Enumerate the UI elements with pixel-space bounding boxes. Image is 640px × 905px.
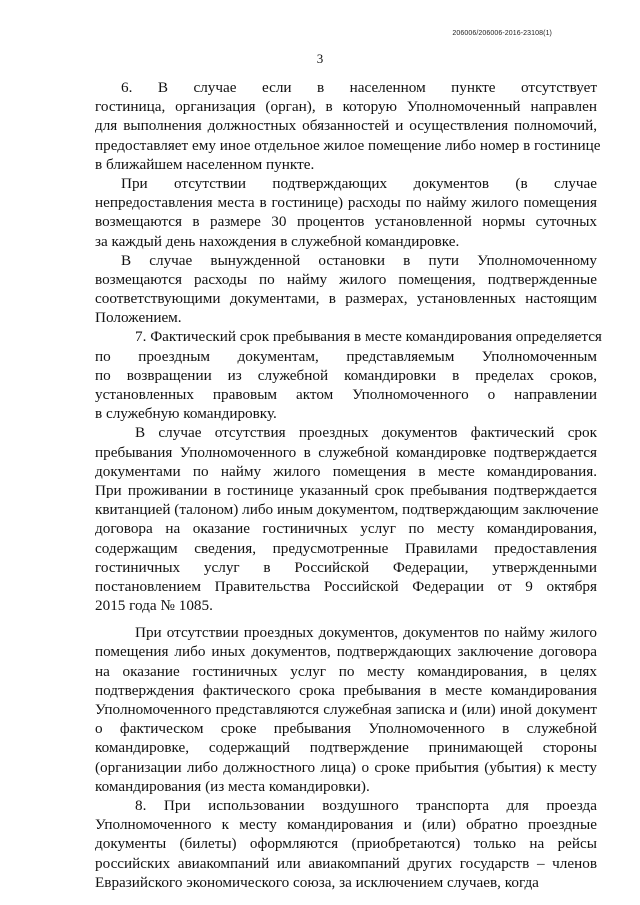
text-line: 8. При использовании воздушного транспорта для проезда (135, 796, 597, 814)
text-line: командирования (из места командировки). (95, 777, 370, 795)
paragraph (95, 251, 597, 328)
paragraph-gap (95, 615, 597, 623)
text-line: соответствующими документами, в размерах, установленных настоящим (95, 290, 597, 308)
text-line: возмещаются расходы по найму жилого помещения, подтвержденные (95, 270, 597, 288)
text-line: в служебную командировку. (95, 405, 277, 423)
paragraph (95, 796, 597, 892)
text-line: по проездным документам, представляемым Уполномоченным (95, 347, 597, 365)
text-line: В случае вынужденной остановки в пути Уполномоченному (121, 251, 597, 269)
text-line: предоставляет ему иное отдельное жилое помещение либо номер в гостинице (95, 136, 601, 154)
document-body (95, 78, 602, 892)
text-line: в ближайшем населенном пункте. (95, 155, 315, 173)
paragraph (95, 623, 597, 796)
text-line: Положением. (95, 309, 182, 327)
text-line: установленных правовым актом Уполномоченного о направлении (95, 386, 597, 403)
text-line: за каждый день нахождения в служебной командировке. (95, 232, 460, 250)
paragraph (95, 174, 597, 251)
text-line: о фактическом сроке пребывания Уполномоченного в служебной (95, 720, 597, 738)
text-line: непредоставления места в гостинице) расходы по найму жилого помещения (95, 194, 597, 212)
paragraph (95, 423, 597, 615)
text-line: содержащим сведения, предусмотренные Правилами предоставления (95, 539, 597, 557)
text-line: договора на оказание гостиничных услуг по месту командирования, (95, 520, 597, 538)
text-line: квитанцией (талоном) либо иным документом, подтверждающим заключение (95, 501, 599, 519)
text-line: Уполномоченного представляются служебная записка и (или) иной документ (95, 701, 597, 718)
text-line: В случае отсутствия проездных документов фактический срок (135, 424, 597, 442)
text-line: гостиница, организация (орган), в которую Уполномоченный направлен (95, 98, 597, 116)
text-line: документами по найму жилого помещения в месте командирования. (95, 462, 597, 480)
paragraph (95, 78, 601, 174)
text-line: Евразийского экономического союза, за исключением случаев, когда (95, 873, 539, 891)
text-line: подтверждения фактического срока пребывания в месте командирования (95, 681, 597, 699)
text-line: помещения либо иных документов, подтверждающих заключение договора (95, 643, 597, 661)
text-line: постановлением Правительства Российской Федерации от 9 октября (95, 577, 597, 595)
text-line: 7. Фактический срок пребывания в месте командирования определяется (135, 328, 602, 346)
text-line: на оказание гостиничных услуг по месту командирования, в целях (95, 662, 597, 680)
page-number: 3 (316, 51, 324, 66)
text-line: При проживании в гостинице указанный срок пребывания подтверждается (95, 481, 597, 499)
text-line: (организации либо должностного лица) о сроке прибытия (убытия) к месту (95, 758, 597, 776)
text-line: российских авиакомпаний или авиакомпаний других государств – членов (95, 854, 597, 872)
document-id: 206006/206006-2016-23108(1) (452, 30, 552, 37)
text-line: 6. В случае если в населенном пункте отсутствует (121, 79, 597, 96)
text-line: гостиничных услуг в Российской Федерации, утвержденными (95, 558, 597, 576)
text-line: документы (билеты) оформляются (приобретаются) только на рейсы (95, 835, 597, 853)
paragraph (95, 327, 602, 423)
text-line: пребывания Уполномоченного в служебной командировке подтверждается (95, 443, 597, 461)
text-line: Уполномоченного к месту командирования и (или) обратно проездные (95, 816, 597, 834)
text-line: по возвращении из служебной командировки в пределах сроков, (95, 366, 597, 384)
text-line: При отсутствии проездных документов, документов по найму жилого (135, 624, 597, 642)
text-line: командировке, содержащий подтверждение принимающей стороны (95, 739, 597, 757)
text-line: возмещаются в размере 30 процентов установленной нормы суточных (95, 213, 597, 231)
text-line: 2015 года № 1085. (95, 597, 213, 615)
text-line: При отсутствии подтверждающих документов (в случае (121, 174, 597, 192)
text-line: для выполнения должностных обязанностей и осуществления полномочий, (95, 117, 597, 135)
